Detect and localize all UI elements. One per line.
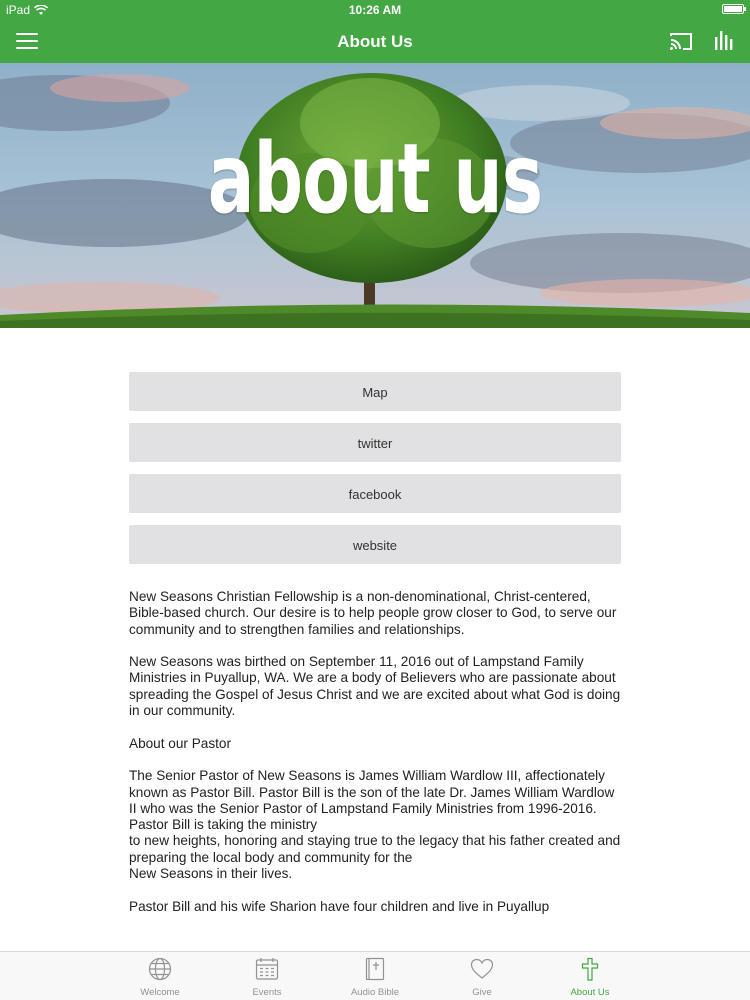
twitter-button[interactable]: twitter	[129, 423, 621, 462]
cross-icon	[578, 957, 602, 981]
heart-icon	[470, 957, 494, 981]
globe-icon	[148, 957, 172, 981]
tab-label: Events	[252, 987, 282, 998]
tab-events[interactable]	[217, 952, 317, 1000]
tab-label: Give	[472, 987, 492, 998]
tab-audio-bible[interactable]	[325, 952, 425, 1000]
status-bar	[0, 0, 750, 20]
status-right	[722, 4, 744, 14]
facebook-button[interactable]: facebook	[129, 474, 621, 513]
tab-label: About Us	[570, 987, 610, 998]
status-time: 10:26 AM	[348, 3, 402, 17]
bar-chart-icon[interactable]	[713, 29, 735, 51]
tab-label: Welcome	[140, 987, 180, 998]
cast-icon[interactable]	[669, 31, 693, 51]
hero-title: about us	[207, 123, 543, 235]
tab-label: Audio Bible	[350, 987, 400, 998]
map-button[interactable]: Map	[129, 372, 621, 411]
tab-welcome[interactable]	[110, 952, 210, 1000]
device-name: iPad	[6, 3, 31, 17]
tab-bar	[0, 951, 750, 1000]
intro-paragraph: New Seasons Christian Fellowship is a non-denominational, Christ-centered, Bible-based church. Our desire is to help people grow closer to God, to serve our community and to strengthen families and relationships.	[129, 589, 617, 637]
website-button[interactable]: website	[129, 525, 621, 564]
pastor-paragraph-part2: to new heights, honoring and staying true to the legacy that his father created and preparing the local body and community for the	[129, 833, 621, 865]
history-paragraph: New Seasons was birthed on September 11, 2016 out of Lampstand Family Ministries in Puyallup, WA. We are a body of Believers who are passionate about spreading the Gospel of Jesus Christ and we are excited about what God is doing in our community.	[129, 654, 621, 719]
pastor-heading: About our Pastor	[129, 735, 232, 751]
tab-give[interactable]	[432, 952, 532, 1000]
nav-bar	[0, 20, 750, 63]
hero-banner	[0, 63, 750, 328]
calendar-icon	[255, 957, 279, 981]
page-title: About Us	[337, 32, 413, 51]
pastor-paragraph-part3: New Seasons in their lives.	[129, 866, 293, 882]
bible-icon	[363, 957, 387, 981]
about-content	[129, 589, 624, 931]
family-paragraph: Pastor Bill and his wife Sharion have four children and live in Puyallup	[129, 898, 550, 914]
pastor-paragraph-part1: The Senior Pastor of New Seasons is James William Wardlow III, affectionately known as Pastor Bill. Pastor Bill is the son of the late Dr. James William Wardlow II who was the Senior Pastor of Lampstand Family Ministries from 1996-2016. Pastor Bill is taking the ministry	[129, 768, 615, 833]
battery-icon	[722, 4, 744, 14]
tab-about-us[interactable]	[540, 952, 640, 1000]
